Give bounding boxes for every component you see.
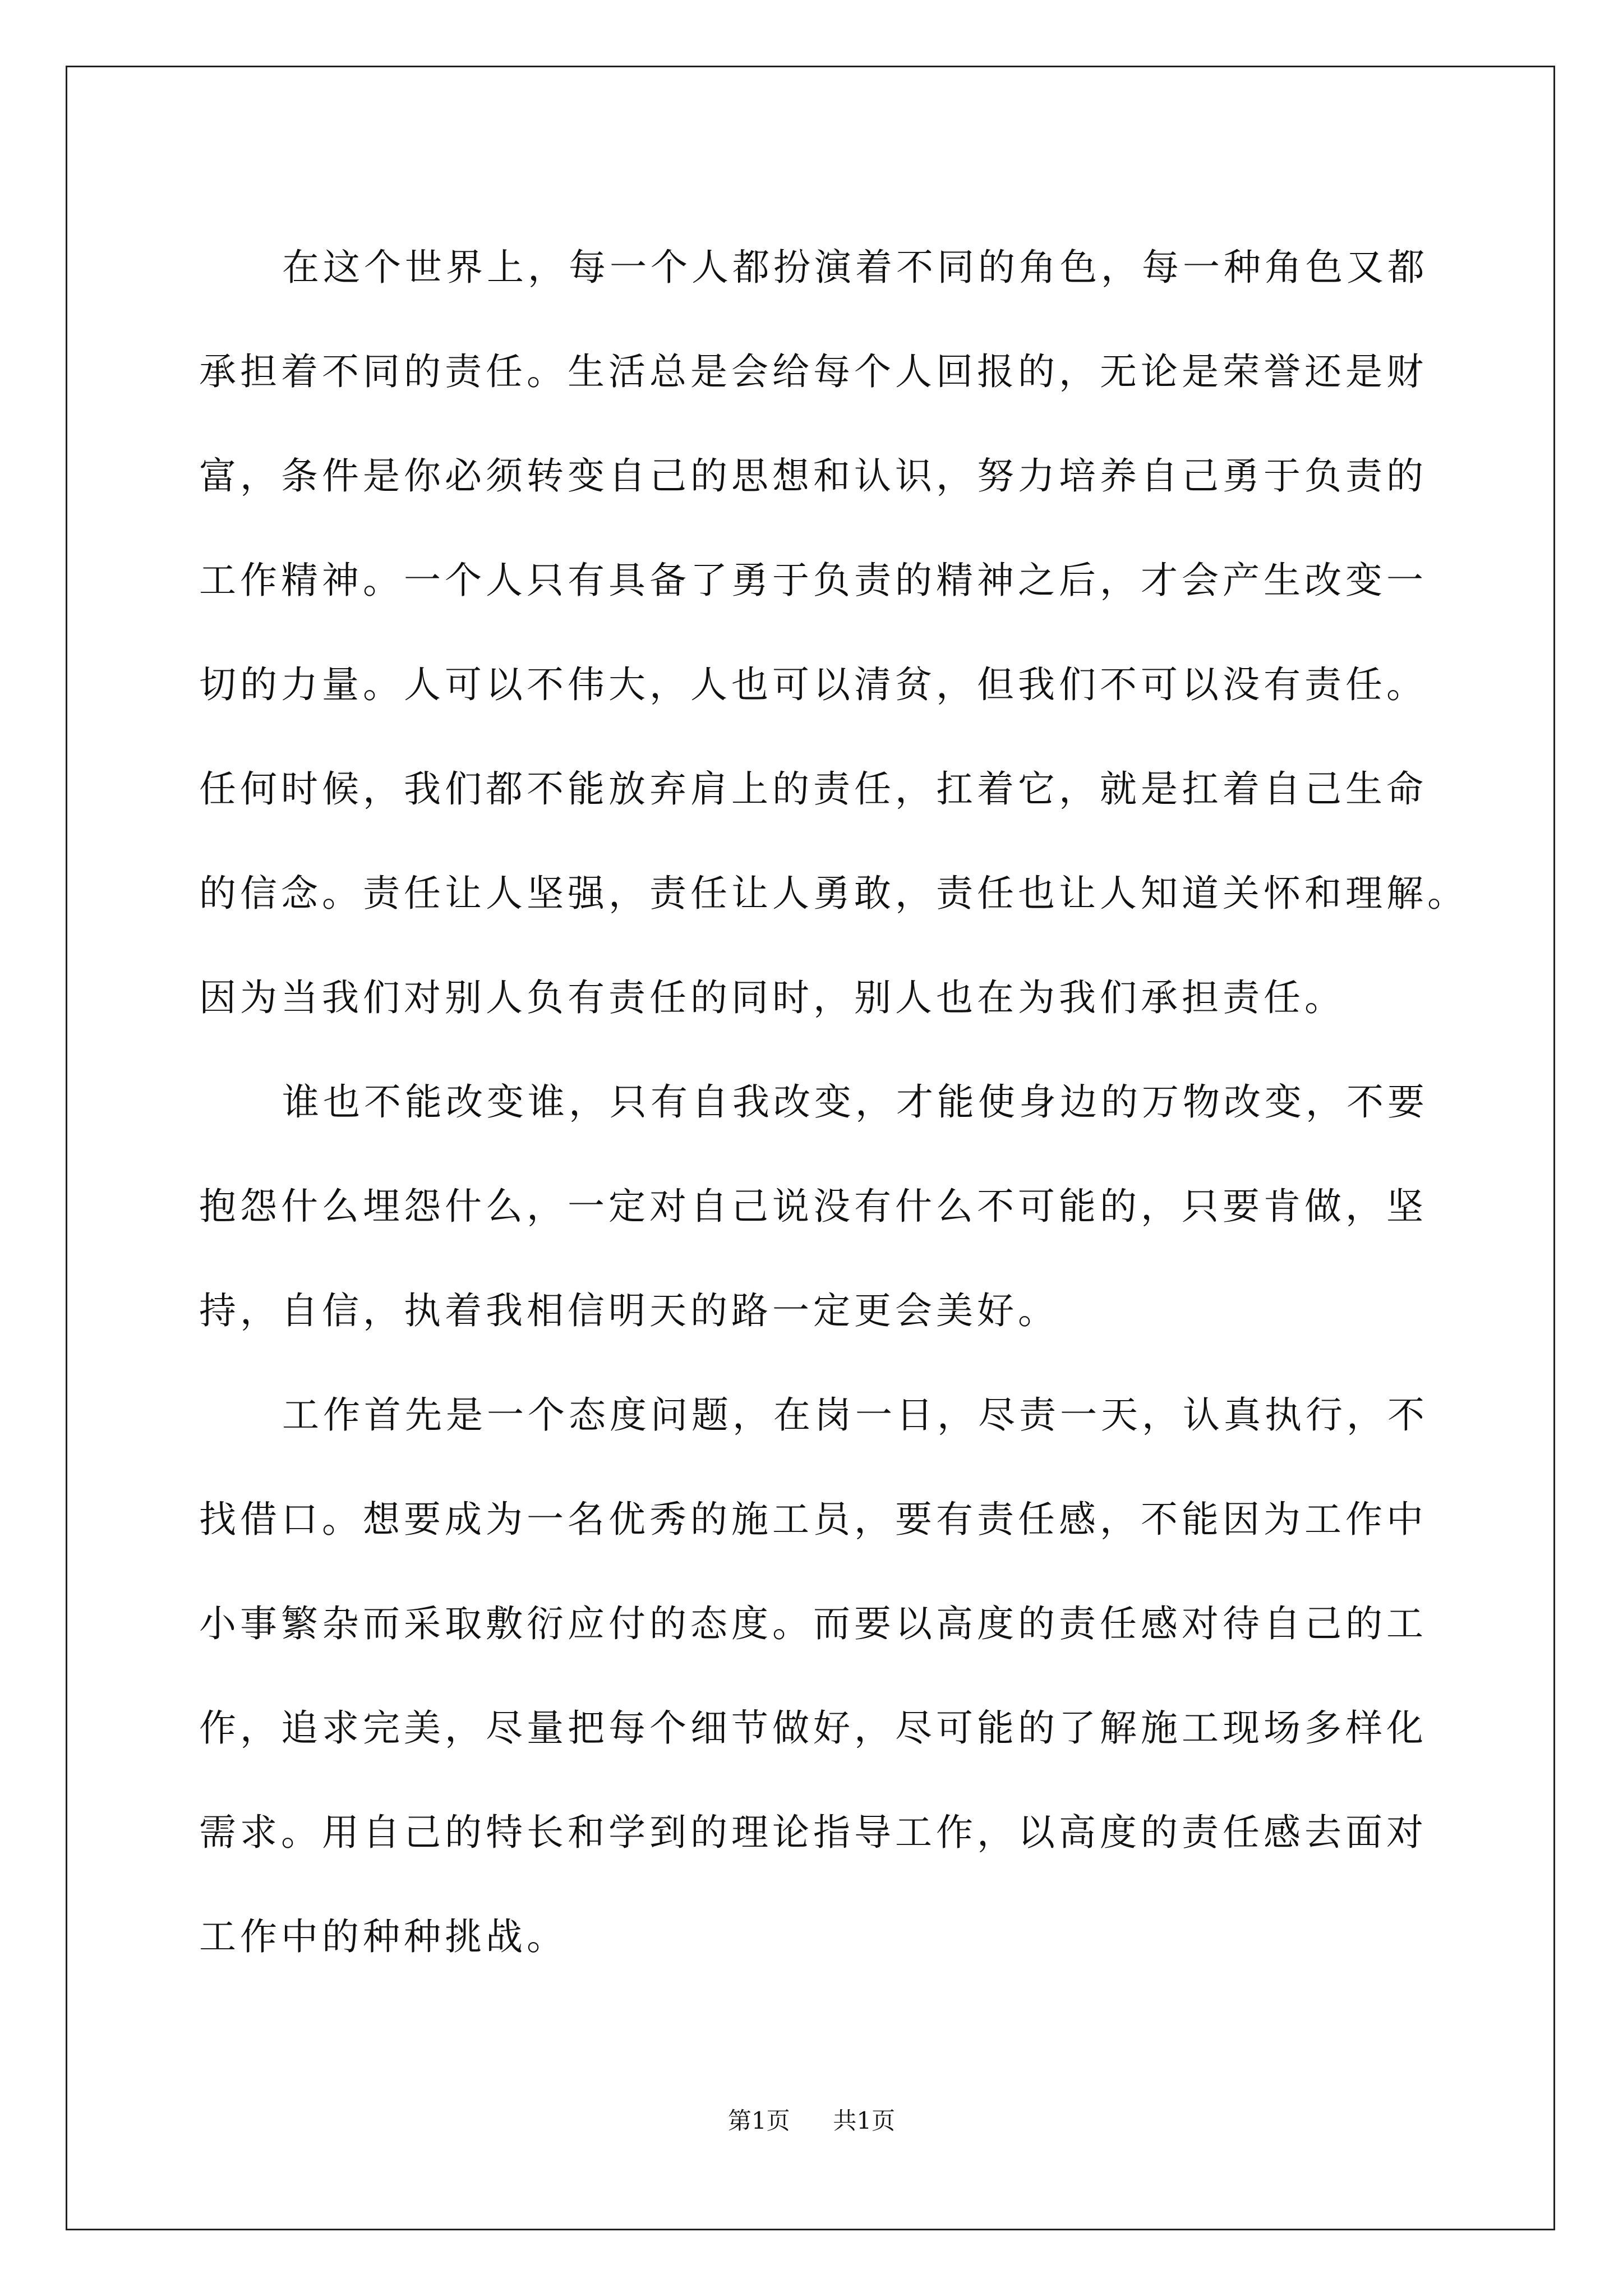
text-line: 任何时候，我们都不能放弃肩上的责任，扛着它，就是扛着自己生命 <box>199 767 1427 811</box>
text-line: 需求。用自己的特长和学到的理论指导工作，以高度的责任感去面对 <box>199 1811 1427 1854</box>
text-line: 工作精神。一个人只有具备了勇于负责的精神之后，才会产生改变一 <box>199 559 1427 602</box>
text-line: 切的力量。人可以不伟大，人也可以清贫，但我们不可以没有责任。 <box>199 663 1427 706</box>
text-line: 小事繁杂而采取敷衍应付的态度。而要以高度的责任感对待自己的工 <box>199 1602 1427 1645</box>
text-line: 承担着不同的责任。生活总是会给每个人回报的，无论是荣誉还是财 <box>199 350 1427 393</box>
text-line: 富，条件是你必须转变自己的思想和认识，努力培养自己勇于负责的 <box>199 454 1427 498</box>
paragraph-3 <box>199 1363 1427 1989</box>
text-line: 工作首先是一个态度问题，在岗一日，尽责一天，认真执行，不 <box>282 1393 1428 1437</box>
text-line: 的信念。责任让人坚强，责任让人勇敢，责任也让人知道关怀和理解。 <box>199 872 1468 915</box>
page-number-total: 共1页 <box>833 2107 896 2134</box>
page-footer <box>0 2102 1623 2136</box>
text-line: 谁也不能改变谁，只有自我改变，才能使身边的万物改变，不要 <box>282 1080 1428 1124</box>
paragraph-2 <box>199 1050 1427 1363</box>
text-line: 因为当我们对别人负有责任的同时，别人也在为我们承担责任。 <box>199 976 1345 1019</box>
text-line: 作，追求完美，尽量把每个细节做好，尽可能的了解施工现场多样化 <box>199 1706 1427 1750</box>
page-number-current: 第1页 <box>727 2107 790 2134</box>
text-line: 抱怨什么埋怨什么，一定对自己说没有什么不可能的，只要肯做，坚 <box>199 1185 1427 1228</box>
paragraph-1 <box>199 215 1468 1050</box>
text-line: 工作中的种种挑战。 <box>199 1915 568 1958</box>
text-line: 找借口。想要成为一名优秀的施工员，要有责任感，不能因为工作中 <box>199 1498 1427 1541</box>
text-line: 持，自信，执着我相信明天的路一定更会美好。 <box>199 1289 1059 1332</box>
document-body <box>199 215 1468 1989</box>
text-line: 在这个世界上，每一个人都扮演着不同的角色，每一种角色又都 <box>282 246 1428 289</box>
